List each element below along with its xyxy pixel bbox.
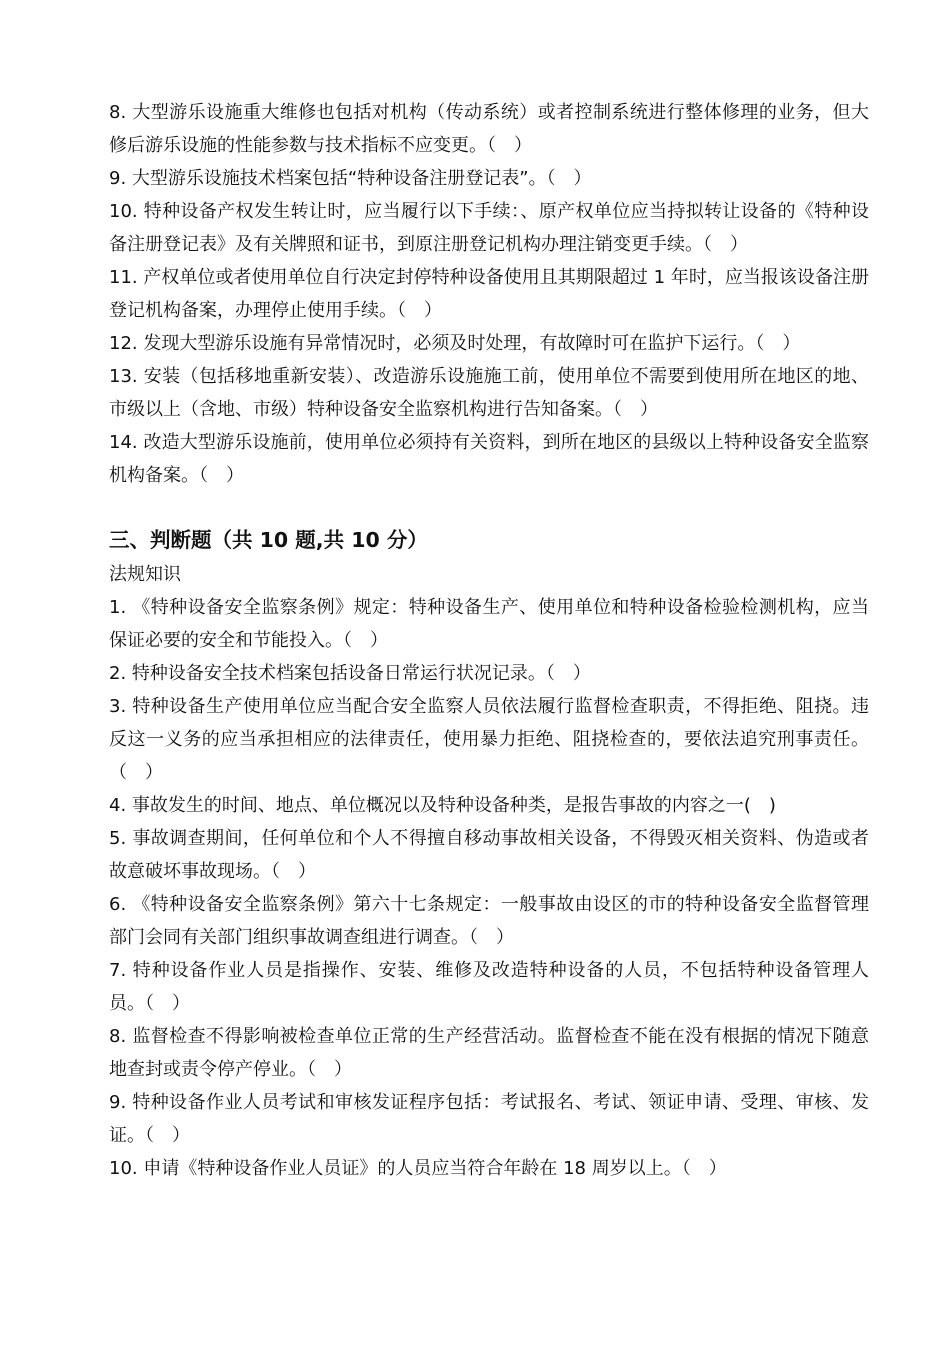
judgment-item-1: 1. 《特种设备安全监察条例》规定：特种设备生产、使用单位和特种设备检验检测机构，应当保证必要的安全和节能投入。（ ） — [109, 597, 869, 651]
question-item-11: 11. 产权单位或者使用单位自行决定封停特种设备使用且其期限超过 1 年时，应当报该设备注册登记机构备案，办理停止使用手续。（ ） — [109, 267, 869, 321]
section-heading: 三、判断题（共 10 题,共 10 分） — [109, 528, 428, 552]
judgment-item-7: 7. 特种设备作业人员是指操作、安装、维修及改造特种设备的人员，不包括特种设备管理人员。（ ） — [109, 960, 869, 1014]
judgment-item-6: 6. 《特种设备安全监察条例》第六十七条规定：一般事故由设区的市的特种设备安全监督管理部门会同有关部门组织事故调查组进行调查。（ ） — [109, 894, 869, 948]
question-item-13: 13. 安装（包括移地重新安装）、改造游乐设施施工前，使用单位不需要到使用所在地区的地、市级以上（含地、市级）特种设备安全监察机构进行告知备案。（ ） — [109, 366, 869, 420]
judgment-item-4: 4. 事故发生的时间、地点、单位概况以及特种设备种类，是报告事故的内容之一( ) — [109, 795, 776, 816]
question-item-8: 8. 大型游乐设施重大维修也包括对机构（传动系统）或者控制系统进行整体修理的业务，但大修后游乐设施的性能参数与技术指标不应变更。（ ） — [109, 102, 869, 156]
section-spacer — [109, 492, 869, 522]
judgment-item-3: 3. 特种设备生产使用单位应当配合安全监察人员依法履行监督检查职责，不得拒绝、阻挠。违反这一义务的应当承担相应的法律责任，使用暴力拒绝、阻挠检查的，要依法追究刑事责任。（ ） — [109, 696, 869, 783]
question-item-9: 9. 大型游乐设施技术档案包括“特种设备注册登记表”。（ ） — [109, 168, 592, 189]
judgment-item-10: 10. 申请《特种设备作业人员证》的人员应当符合年龄在 18 周岁以上。（ ） — [109, 1158, 727, 1179]
document-page — [109, 96, 869, 1185]
question-item-10: 10. 特种设备产权发生转让时，应当履行以下手续：、原产权单位应当持拟转让设备的《特种设备注册登记表》及有关牌照和证书，到原注册登记机构办理注销变更手续。（ ） — [109, 201, 869, 255]
judgment-item-8: 8. 监督检查不得影响被检查单位正常的生产经营活动。监督检查不能在没有根据的情况下随意地查封或责令停产停业。（ ） — [109, 1026, 869, 1080]
question-item-12: 12. 发现大型游乐设施有异常情况时，必须及时处理，有故障时可在监护下运行。（ ） — [109, 333, 801, 354]
section-subheading: 法规知识 — [109, 564, 181, 585]
judgment-item-5: 5. 事故调查期间，任何单位和个人不得擅自移动事故相关设备，不得毁灭相关资料、伪造或者故意破坏事故现场。（ ） — [109, 828, 869, 882]
judgment-item-2: 2. 特种设备安全技术档案包括设备日常运行状况记录。（ ） — [109, 663, 591, 684]
question-item-14: 14. 改造大型游乐设施前，使用单位必须持有关资料，到所在地区的县级以上特种设备安全监察机构备案。（ ） — [109, 432, 869, 486]
judgment-item-9: 9. 特种设备作业人员考试和审核发证程序包括：考试报名、考试、领证申请、受理、审核、发证。（ ） — [109, 1092, 869, 1146]
